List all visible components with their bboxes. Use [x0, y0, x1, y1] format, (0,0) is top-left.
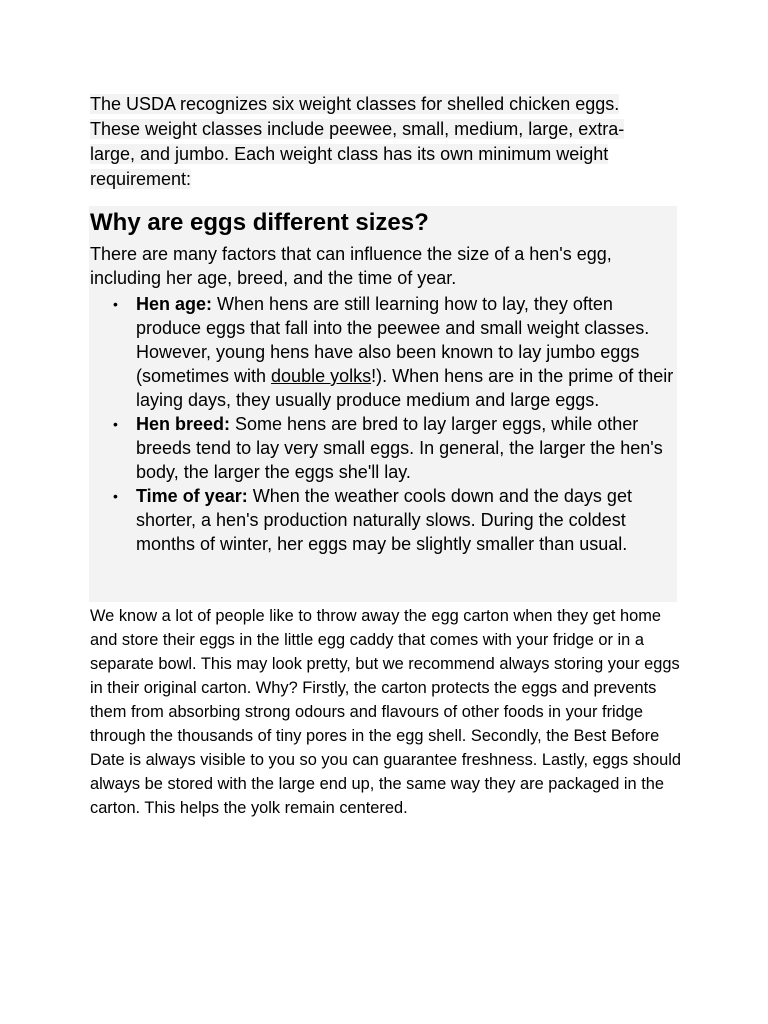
list-item-hen-age: [113, 292, 676, 412]
factor-text: When the weather cools down and the days get shorter, a hen's production naturally slows. During the coldest months of winter, her eggs may be slightly smaller than usual.: [136, 486, 632, 554]
list-item-hen-breed: [113, 412, 676, 484]
bullet-icon: •: [113, 296, 118, 312]
factor-list: [113, 292, 676, 556]
factor-text: Some hens are bred to lay larger eggs, while other breeds tend to lay very small eggs. In general, the larger the hen's body, the larger the eggs she'll lay.: [136, 414, 663, 482]
factor-label: Hen age:: [136, 294, 213, 314]
intro-text: The USDA recognizes six weight classes for shelled chicken eggs. These weight classes include peewee, small, medium, large, extra-large, and jumbo. Each weight class has its own minimum weight requirement:: [90, 94, 625, 189]
factor-text: !). When hens are in the prime of their laying days, they usually produce medium and large eggs.: [136, 366, 674, 410]
bullet-icon: •: [113, 416, 118, 432]
section-lead: There are many factors that can influence the size of a hen's egg, including her age, breed, and the time of year.: [90, 244, 612, 288]
factor-text: When hens are still learning how to lay, they often produce eggs that fall into the peewee and small weight classes. However, young hens have also been known to lay jumbo eggs (sometimes with: [136, 294, 650, 386]
outro-paragraph: We know a lot of people like to throw away the egg carton when they get home and store their eggs in the little egg caddy that comes with your fridge or in a separate bowl. This may look pretty, but we recommend always storing your eggs in their original carton. Why? Firstly, the carton protects the eggs and prevents them from absorbing strong odours and flavours of other foods in your fridge through the thousands of tiny pores in the egg shell. Secondly, the Best Before Date is always visible to you so you can guarantee freshness. Lastly, eggs should always be stored with the large end up, the same way they are packaged in the carton. This helps the yolk remain centered.: [90, 607, 681, 817]
factor-label: Time of year:: [136, 486, 248, 506]
bullet-icon: •: [113, 488, 118, 504]
intro-paragraph: [90, 92, 630, 192]
double-yolks-link[interactable]: double yolks: [271, 366, 372, 386]
factor-label: Hen breed:: [136, 414, 231, 434]
list-item-time-of-year: [113, 484, 676, 556]
section-heading: Why are eggs different sizes?: [90, 209, 429, 236]
